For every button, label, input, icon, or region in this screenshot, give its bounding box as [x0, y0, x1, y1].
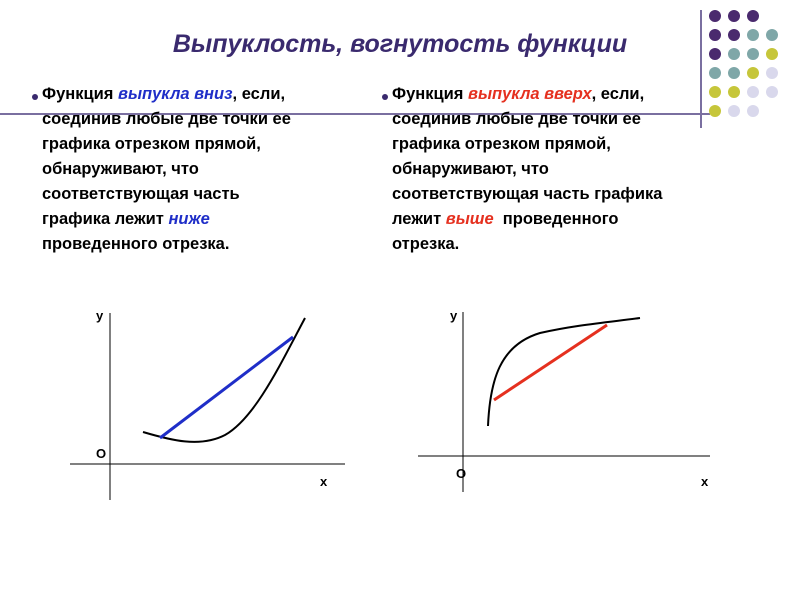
text-fragment: лежит [392, 210, 446, 228]
text-fragment: , если, [591, 85, 645, 103]
convex-up-curve [488, 318, 640, 426]
convex-down-curve [143, 318, 305, 442]
text-line: соответствующая часть графика [392, 185, 663, 203]
y-axis-label: y [96, 308, 104, 323]
text-line: соединив любые две точки ее [392, 110, 641, 128]
chord-above-segment [494, 325, 607, 400]
text-line: соединив любые две точки ее [42, 110, 291, 128]
text-line: соответствующая часть [42, 185, 240, 203]
text-fragment: , если, [232, 85, 286, 103]
text-fragment: Функция [392, 85, 468, 103]
text-fragment: Функция [42, 85, 118, 103]
text-line: обнаруживают, что [42, 160, 199, 178]
text-line: проведенного отрезка. [42, 235, 230, 253]
slide-title: Выпуклость, вогнутость функции [172, 30, 628, 58]
highlight-above: выше [445, 210, 494, 228]
text-fragment: проведенного [493, 210, 619, 228]
text-line: отрезка. [392, 235, 460, 253]
origin-label: O [456, 466, 467, 481]
convex-up-graph [418, 308, 710, 492]
y-axis-label: y [450, 308, 458, 323]
highlight-below: ниже [168, 210, 210, 228]
text-line: обнаруживают, что [392, 160, 549, 178]
convex-down-graph [70, 308, 345, 500]
highlight-convex-down: выпукла вниз [117, 85, 233, 103]
x-axis-label: x [701, 474, 709, 489]
highlight-convex-up: выпукла вверх [467, 85, 592, 103]
text-fragment: графика лежит [42, 210, 169, 228]
text-line: графика отрезком прямой, [42, 135, 261, 153]
origin-label: O [96, 446, 107, 461]
text-line: графика отрезком прямой, [392, 135, 611, 153]
x-axis-label: x [320, 474, 328, 489]
chord-below-segment [160, 337, 293, 438]
